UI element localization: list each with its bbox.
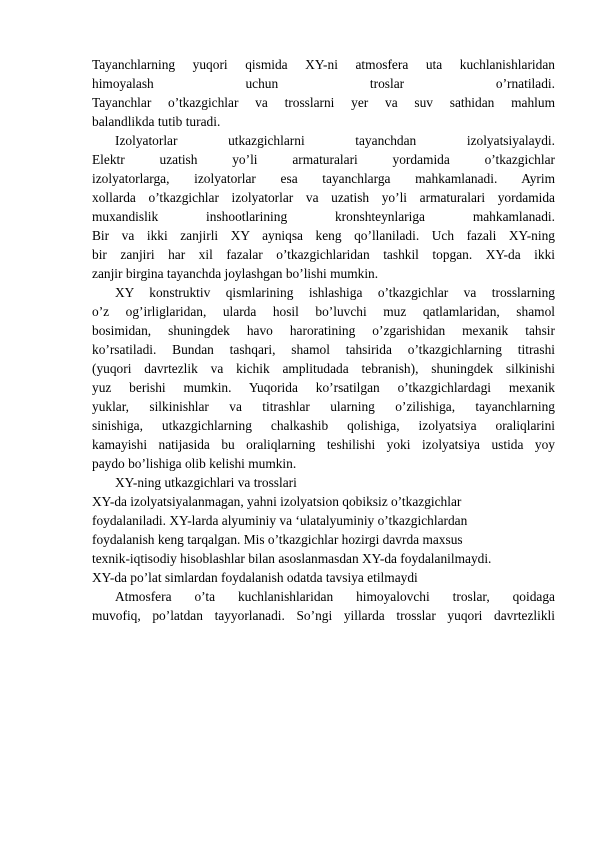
text-line: XY-da po’lat simlardan foydalanish odatda tavsiya etilmaydi xyxy=(92,570,418,585)
paragraph-first-line: XY konstruktiv qismlarining ishlashiga o’tkazgichlar va trosslarning xyxy=(115,285,555,300)
text-line: texnik-iqtisodiy hisoblashlar bilan asoslanmasdan XY-da foydalanilmaydi. xyxy=(92,551,492,566)
text-line: himoyalash uchun troslar o’rnatiladi. xyxy=(92,76,555,91)
text-line: (yuqori davrtezlik va kichik amplitudada tebranish), shuningdek silkinishi xyxy=(92,361,555,376)
text-line: foydalaniladi. XY-larda alyuminiy va ‘ulatalyuminiy o’tkazgichlardan xyxy=(92,513,468,528)
text-line: xollarda o’tkazgichlar izolyatorlar va uzatish yo’li armaturalari yordamida xyxy=(92,190,555,205)
text-line: Bir va ikki zanjirli XY ayniqsa keng qo’llaniladi. Uch fazali XY-ning xyxy=(92,228,555,243)
text-line: balandlikda tutib turadi. xyxy=(92,114,221,129)
text-line: Tayanchlar o’tkazgichlar va trosslarni yer va suv sathidan mahlum xyxy=(92,95,555,110)
text-line: Elektr uzatish yo’li armaturalari yordamida o’tkazgichlar xyxy=(92,152,555,167)
text-line: sinishiga, utkazgichlarning chalkashib qolishiga, izolyatsiya oraliqlarini xyxy=(92,418,555,433)
text-line: o’z og’irliglaridan, ularda hosil bo’luvchi muz qatlamlaridan, shamol xyxy=(92,304,555,319)
text-line: bir zanjiri har xil fazalar o’tkazgichlaridan tashkil topgan. XY-da ikki xyxy=(92,247,555,262)
text-line: izolyatorlarga, izolyatorlar esa tayanchlarga mahkamlanadi. Ayrim xyxy=(92,171,555,186)
text-line: ko’rsatiladi. Bundan tashqari, shamol tahsirida o’tkazgichlarning titrashi xyxy=(92,342,555,357)
text-line: muxandislik inshootlarining kronshteynlariga mahkamlanadi. xyxy=(92,209,555,224)
text-line: bosimidan, shuningdek havo haroratining o’zgarishidan mexanik tahsir xyxy=(92,323,555,338)
text-line: kamayishi natijasida bu oraliqlarning teshilishi yoki izolyatsiya ustida yoy xyxy=(92,437,555,452)
paragraph-first-line: Atmosfera o’ta kuchlanishlaridan himoyalovchi troslar, qoidaga xyxy=(115,589,555,604)
section-heading: XY-ning utkazgichlari va trosslari xyxy=(115,475,297,490)
text-line: XY-da izolyatsiyalanmagan, yahni izolyatsion qobiksiz o’tkazgichlar xyxy=(92,494,462,509)
text-line: muvofiq, po’latdan tayyorlanadi. So’ngi yillarda trosslar yuqori davrtezlikli xyxy=(92,608,555,623)
text-line: zanjir birgina tayanchda joylashgan bo’lishi mumkin. xyxy=(92,266,379,281)
paragraph-first-line: Izolyatorlar utkazgichlarni tayanchdan izolyatsiyalaydi. xyxy=(115,133,555,148)
text-line: Tayanchlarning yuqori qismida XY-ni atmosfera uta kuchlanishlaridan xyxy=(92,57,555,72)
text-line: yuz berishi mumkin. Yuqorida ko’rsatilgan o’tkazgichlardagi mexanik xyxy=(92,380,555,395)
text-line: paydo bo’lishiga olib kelishi mumkin. xyxy=(92,456,297,471)
text-line: foydalanish keng tarqalgan. Mis o’tkazgichlar hozirgi davrda maxsus xyxy=(92,532,463,547)
text-line: yuklar, silkinishlar va titrashlar ularning o’zilishiga, tayanchlarning xyxy=(92,399,555,414)
